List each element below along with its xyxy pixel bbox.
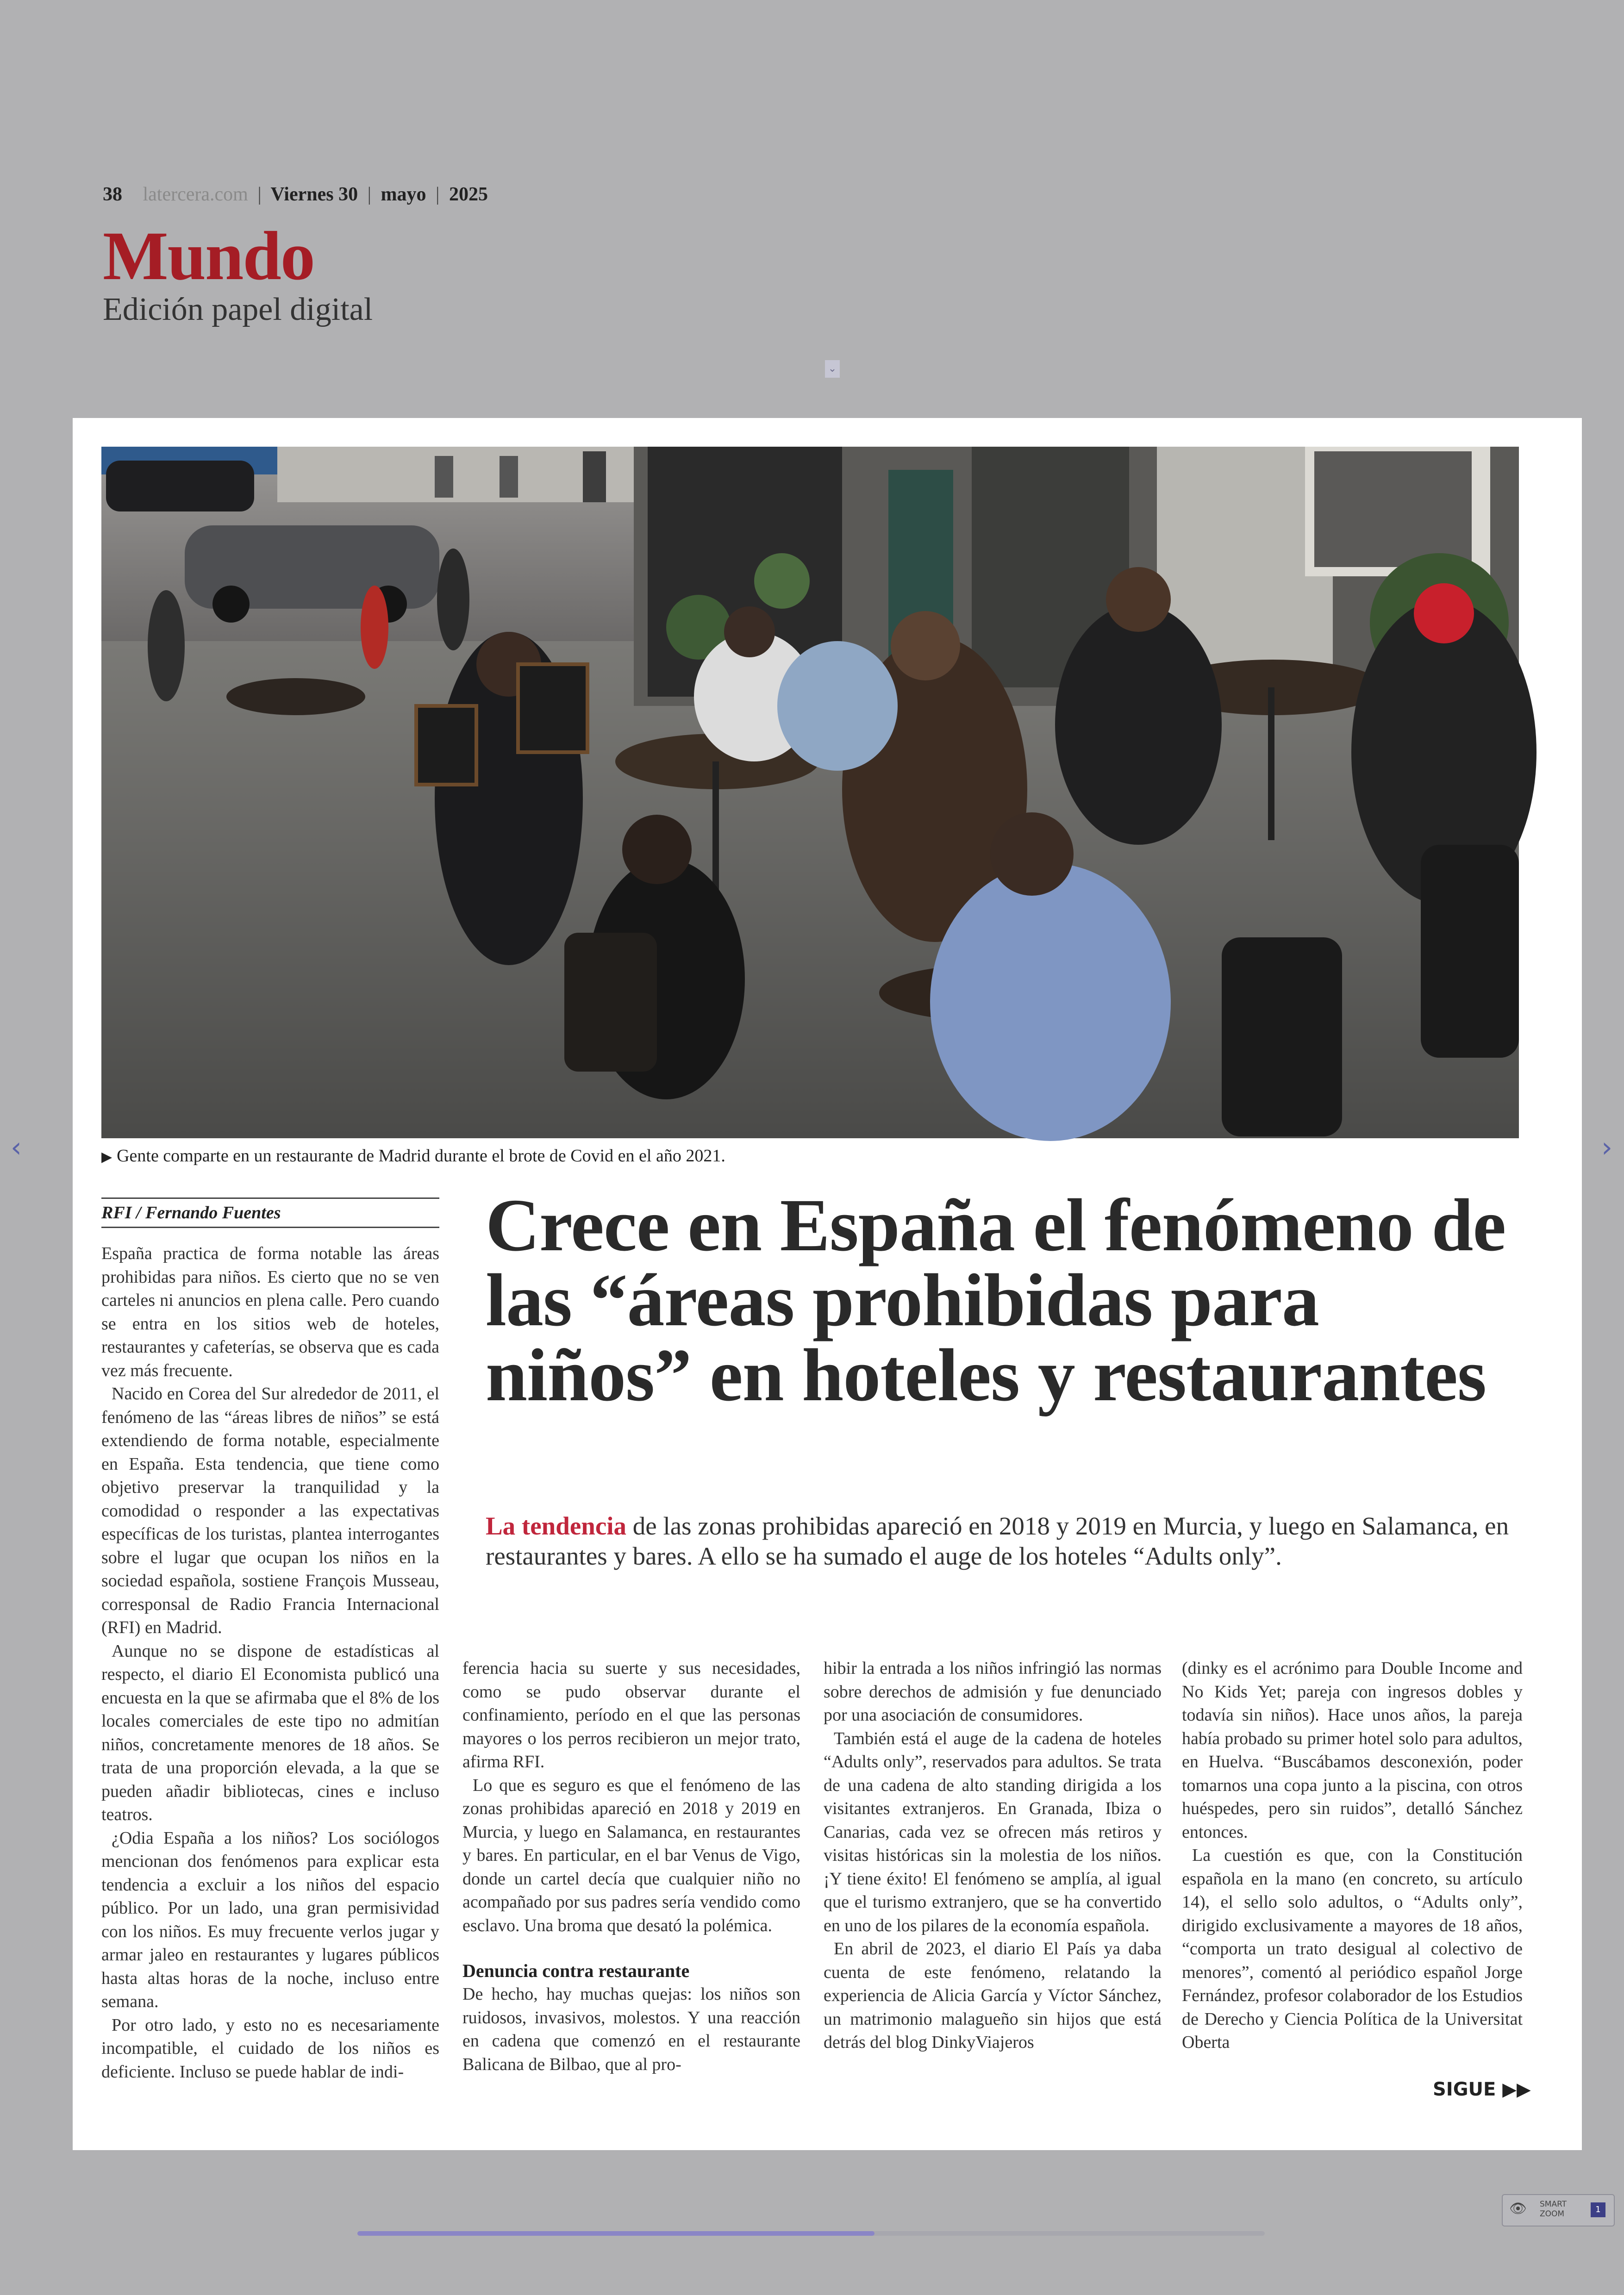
paragraph: La cuestión es que, con la Constitución española en la mano (en concreto, su artículo 14), el sello solo adultos, o “Adults only”, dirigido exclusivamente a mayores de 18 años, “comporta un trato desigual al colectivo de menores”, comentó al periódico español Jorge Fernández, profesor colaborador de los Estudios de Derecho y Ciencia Política de la Universitat Oberta: [1182, 1846, 1523, 2052]
paragraph: Por otro lado, y esto no es necesariamente incompatible, el cuidado de los niños es deficiente. Incluso se puede hablar de indi-: [101, 2015, 439, 2082]
paragraph: Lo que es seguro es que el fenómeno de las zonas prohibidas apareció en 2018 y 2019 en Murcia, y luego en Salamanca, en restaurantes y bares. En particular, en el bar Venus de Vigo, donde un cartel decía que cualquier niño no acompañado por sus padres sería vendido como esclavo. Una broma que desató la polémica.: [462, 1775, 800, 1935]
article-photo: [101, 447, 1519, 1138]
header-day: Viernes 30: [270, 184, 358, 205]
paragraph: De hecho, hay muchas quejas: los niños son ruidosos, invasivos, molestos. Y una reacción en cadena que comenzó en el restaurante Balicana de Bilbao, que al pro-: [462, 1984, 800, 2074]
smart-zoom-label: SMART ZOOM: [1540, 2200, 1567, 2219]
newspaper-page: [73, 418, 1582, 2150]
paragraph: En abril de 2023, el diario El País ya daba cuenta de este fenómeno, relatando la experiencia de Alicia García y Víctor Sánchez, un matrimonio malagueño sin hijos que está detrás del blog DinkyViajeros: [824, 1939, 1162, 2052]
article-column-1: [101, 1242, 439, 2082]
header-month: mayo: [381, 184, 426, 205]
page-header-line: 38 latercera.com | Viernes 30 | mayo | 2025: [103, 184, 488, 205]
photo-caption: [101, 1146, 725, 1166]
paragraph: Nacido en Corea del Sur alrededor de 2011, el fenómeno de las “áreas libres de niños” se está extendiendo de forma notable, especialmente en España. Esta tendencia, que tiene como objetivo preservar la tranquilidad y la comodidad o responder a las expectativas específicas de los turistas, plantea interrogantes sobre el lugar que ocupan los niños en la sociedad española, sostiene François Musseau, corresponsal de Radio Francia Internacional (RFI) en Madrid.: [101, 1384, 439, 1637]
paragraph: También está el auge de la cadena de hoteles “Adults only”, reservados para adultos. Se trata de una cadena de alto standing dirigida a los visitantes extranjeros. En Granada, Ibiza o Canarias, cada vez se ofrecen más retiros y visitas históricas sin la molestia de los niños. ¡Y tiene éxito! El fenómeno se amplía, al igual que el turismo extranjero, que se ha convertido en uno de los pilares de la economía española.: [824, 1728, 1162, 1935]
next-page-icon[interactable]: ›: [1601, 1131, 1612, 1164]
previous-page-icon[interactable]: ‹: [11, 1131, 22, 1164]
header-year: 2025: [449, 184, 488, 205]
paragraph: Aunque no se dispone de estadísticas al respecto, el diario El Economista publicó una encuesta en la que se afirmaba que el 8% de los locales comerciales de este tipo no admitían niños, concretamente menores de 18 años. Se trata de una proporción elevada, a la que se pueden añadir bibliotecas, cines e incluso teatros.: [101, 1641, 439, 1824]
byline: RFI / Fernando Fuentes: [101, 1197, 439, 1228]
paragraph: ¿Odia España a los niños? Los sociólogos mencionan dos fenómenos para explicar esta tendencia a excluir a los niños del espacio público. Por un lado, una gran permisividad con los niños. Es muy frecuente verlos jugar y armar jaleo en restaurantes y lugares públicos hasta altas horas de la noche, incluso entre semana.: [101, 1828, 439, 2011]
paragraph: (dinky es el acrónimo para Double Income and No Kids Yet; pareja con ingresos dobles y todavía sin niños). Hace unos años, la pareja había probado su primer hotel solo para adultos, en Huelva. “Buscábamos desconexión, poder tomarnos una copa junto a la piscina, con otros huéspedes, pero sin ruidos”, detalló Sánchez entonces.: [1182, 1659, 1523, 1842]
caption-text: Gente comparte en un restaurante de Madrid durante el brote de Covid en el año 2021.: [117, 1146, 725, 1166]
eye-icon: 👁: [1509, 2201, 1527, 2217]
article-column-3: [824, 1657, 1162, 2101]
continue-link[interactable]: SIGUE ▶▶: [1433, 2079, 1531, 2100]
subhead-text: de las zonas prohibidas apareció en 2018 y 2019 en Murcia, y luego en Salamanca, en restaurantes y bares. A ello se ha sumado el auge de los hoteles “Adults only”.: [486, 1512, 1509, 1570]
article-column-2: [462, 1657, 800, 2101]
smart-zoom-button[interactable]: [1502, 2194, 1615, 2226]
article-column-4: [1182, 1657, 1523, 2055]
caption-triangle-icon: ▶: [101, 1149, 112, 1165]
section-title: Mundo: [103, 218, 314, 294]
page-progress-fill: [357, 2231, 874, 2236]
subhead-kicker: La tendencia: [486, 1512, 627, 1540]
paragraph: ferencia hacia su suerte y sus necesidades, como se pudo observar durante el confinamiento, período en el que las personas mayores o los perros recibieron un mejor trato, afirma RFI.: [462, 1659, 800, 1771]
section-heading: Denuncia contra restaurante: [462, 1960, 690, 1981]
collapse-chevron-icon[interactable]: ⌄: [825, 360, 840, 378]
site-name: latercera.com: [143, 184, 248, 205]
restaurant-terrace-photo: [101, 447, 1519, 1138]
smart-zoom-badge: 1: [1591, 2202, 1605, 2217]
paragraph: España practica de forma notable las áreas prohibidas para niños. Es cierto que no se ven carteles ni anuncios en plena calle. Pero cuando se entra en los sitios web de hoteles, restaurantes y cafeterías, se observa que es cada vez más frecuente.: [101, 1244, 439, 1380]
page-number: 38: [103, 184, 122, 205]
subheadline: [486, 1511, 1523, 1572]
paragraph: hibir la entrada a los niños infringió las normas sobre derechos de admisión y fue denunciado por una asociación de consumidores.: [824, 1659, 1162, 1725]
headline: Crece en España el fenómeno de las “áreas prohibidas para niños” en hoteles y restaurantes: [486, 1184, 1506, 1417]
page-progress-bar[interactable]: [357, 2231, 1265, 2236]
section-subtitle: Edición papel digital: [103, 292, 373, 327]
